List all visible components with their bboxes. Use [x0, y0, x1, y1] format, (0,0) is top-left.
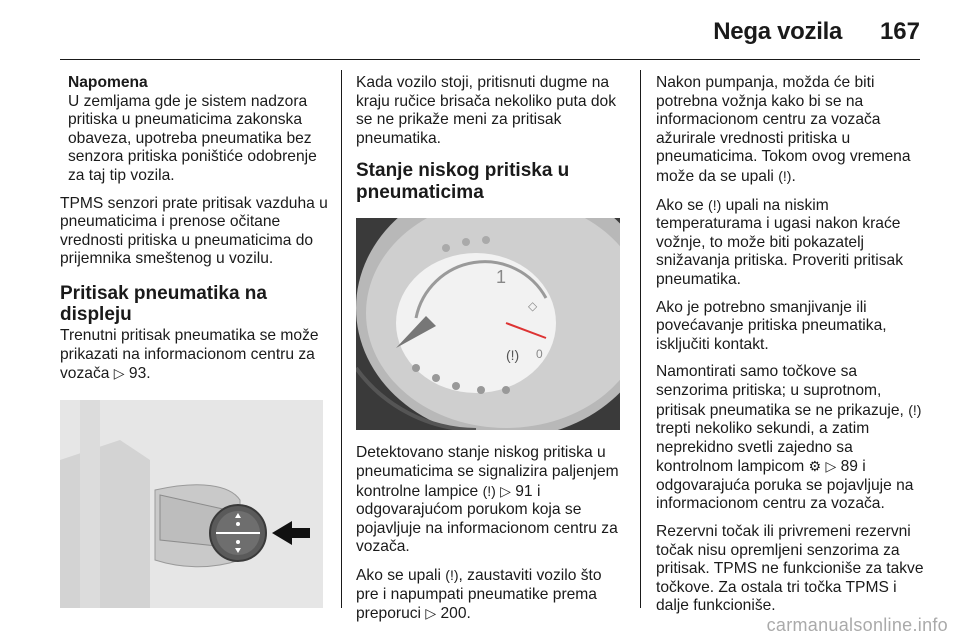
page-link-89[interactable]: 89	[840, 458, 858, 476]
note-text: U zemljama gde je sistem nadzora pritiska u pneumaticima zakonska obaveza, upotreba pneumatika bez senzora pritiska poništiće odobrenje za taj tip vozila.	[68, 92, 317, 184]
svg-text:◇: ◇	[528, 299, 538, 314]
wiper-button-paragraph: Kada vozilo stoji, pritisnuti dugme na kraju ručice brisača nekoliko puta dok se ne prikaže meni za pritisak pneumatika.	[356, 74, 617, 147]
low-temperature-paragraph: Ako se (!) upali na niskim temperaturama i ugasi nakon kraće vožnje, to može biti pokazatelj snižavanja pritiska. Proveriti pritisak pneumatika.	[656, 196, 903, 288]
svg-text:(!): (!)	[506, 347, 520, 364]
section-heading-display: Pritisak pneumatika na displeju	[60, 282, 267, 325]
instrument-cluster-svg	[356, 218, 620, 430]
column-3	[656, 74, 926, 625]
instrument-cluster-illustration	[356, 218, 620, 430]
tire-pressure-warning-icon: (!)	[908, 401, 922, 418]
spare-wheel-paragraph: Rezervni točak ili privremeni rezervni točak nisu opremljeni senzorima za pritisak. TPMS ne funkcioniše za takve točkove. Za ostala tri točka TPMS i dalje funkcioniše.	[656, 523, 924, 615]
tpms-sensors-paragraph: TPMS senzori prate pritisak vazduha u pneumaticima i prenose očitane vrednosti pritiska u pneumaticima do prijemnika smeštenog u vozilu.	[60, 194, 328, 268]
page-link-93[interactable]: 93.	[128, 365, 151, 383]
page-link-200[interactable]: 200.	[440, 605, 471, 623]
display-paragraph: Trenutni pritisak pneumatika se može prikazati na informacionom centru za vozača ▷ 93.	[60, 326, 319, 383]
svg-text:1: 1	[496, 267, 507, 288]
watermark: carmanualsonline.info	[766, 615, 948, 635]
tire-pressure-warning-icon: (!)	[445, 566, 459, 583]
header-divider	[60, 59, 920, 60]
tire-pressure-warning-icon: (!)	[778, 167, 792, 184]
low-pressure-signal-paragraph: Detektovano stanje niskog pritiska u pneumaticima se signalizira paljenjem kontrolne lampice (!) ▷ 91 i odgovarajućom porukom koja se pojavljuje na informacionom centru za vozača.	[356, 444, 619, 556]
page-header	[0, 0, 960, 60]
sensor-wheels-paragraph: Namontirati samo točkove sa senzorima pritiska; u suprotnom, pritisak pneumatika se ne prikazuje, (!) trepti nekoliko sekundi, a zatim neprekidno svetli zajedno sa kontrolnom lampicom ⚙ ▷ 89 i odgovarajuća poruka se pojavljuje na informacionom centru za vozača.	[656, 363, 922, 513]
page-number: 167	[879, 18, 920, 45]
page-reference-arrow-icon: ▷	[113, 365, 125, 382]
page-reference-arrow-icon: ▷	[500, 482, 511, 499]
svg-text:0: 0	[536, 347, 543, 362]
ignition-off-paragraph: Ako je potrebno smanjivanje ili povećavanje pritiska pneumatika, isključiti kontakt.	[656, 298, 887, 353]
stop-vehicle-paragraph: Ako se upali (!), zaustaviti vozilo što pre i napumpati pneumatike prema preporuci ▷ 200.	[356, 566, 602, 623]
tire-pressure-warning-icon: (!)	[482, 482, 496, 499]
wiper-lever-illustration	[60, 400, 323, 608]
after-inflation-paragraph: Nakon pumpanja, možda će biti potrebna vožnja kako bi se na informacionom centru za vozača ažurirale vrednosti pritiska u pneumaticima. Tokom ovog vremena može da se upali (!).	[656, 74, 911, 185]
column-1	[60, 74, 328, 608]
wiper-lever-svg	[60, 400, 323, 608]
note-title: Napomena	[68, 74, 148, 91]
column-2	[356, 74, 626, 633]
column-divider-1	[341, 70, 342, 608]
page-link-91[interactable]: 91	[515, 482, 533, 500]
page-reference-arrow-icon: ▷	[825, 458, 837, 475]
page-reference-arrow-icon: ▷	[425, 605, 437, 622]
page-title: Nega vozila	[713, 18, 842, 45]
note-box	[60, 74, 328, 186]
service-vehicle-icon: ⚙	[808, 458, 822, 475]
section-heading-low-pressure: Stanje niskog pritiska u pneumaticima	[356, 160, 570, 204]
tire-pressure-warning-icon: (!)	[708, 196, 722, 213]
column-divider-2	[640, 70, 641, 608]
